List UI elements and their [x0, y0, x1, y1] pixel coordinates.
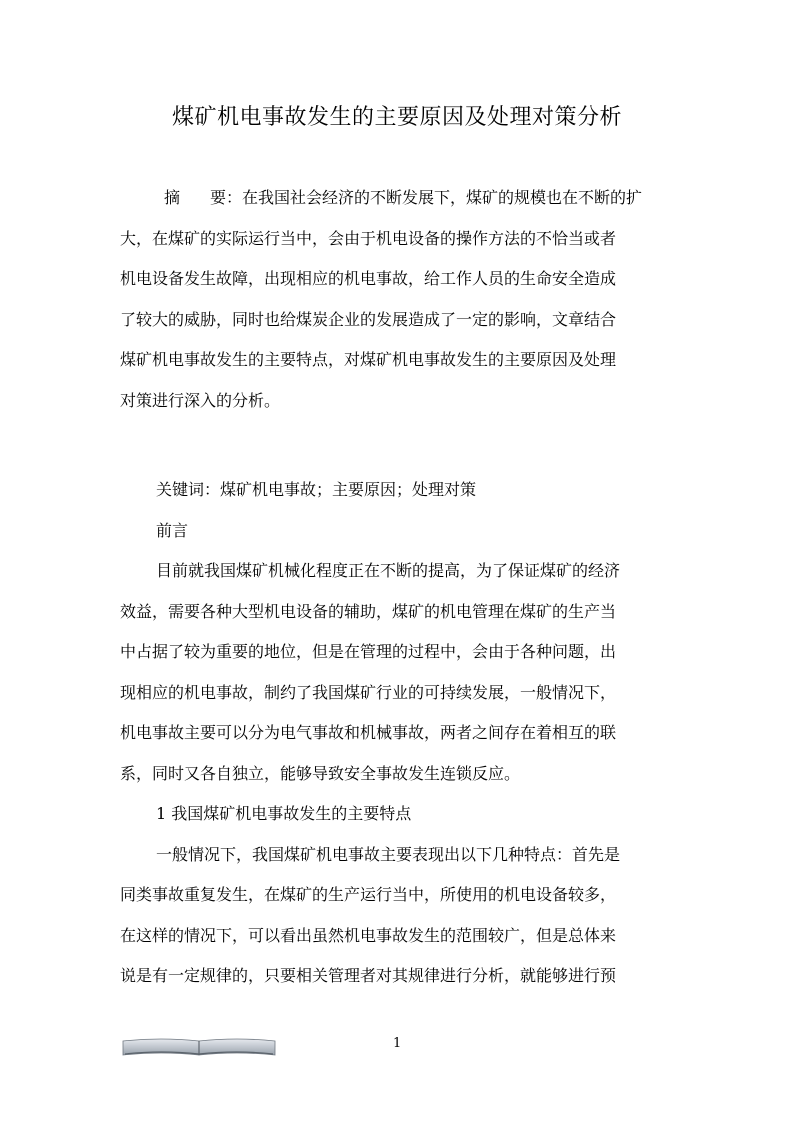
- abstract-label-right: 要：: [210, 188, 243, 207]
- abstract-line-2: 大，在煤矿的实际运行当中，会由于机电设备的操作方法的不恰当或者: [120, 228, 617, 248]
- preface-line-3: 中占据了较为重要的地位，但是在管理的过程中，会由于各种问题，出: [120, 642, 617, 661]
- book-decoration-icon: [121, 1035, 277, 1057]
- abstract-text: 在我国社会经济的不断发展下，煤矿的规模也在不断的扩: [242, 188, 643, 207]
- abstract-line-6: 对策进行深入的分析。: [120, 390, 281, 410]
- section1-line-3: 在这样的情况下，可以看出虽然机电事故发生的范围较广，但是总体来: [120, 925, 617, 945]
- document-title: 煤矿机电事故发生的主要原因及处理对策分析: [171, 105, 622, 130]
- preface-line-5: 机电事故主要可以分为电气事故和机械事故，两者之间存在着相互的联: [120, 723, 617, 742]
- preface-line-2: 效益，需要各种大型机电设备的辅助，煤矿的机电管理在煤矿的生产当: [120, 601, 617, 621]
- section1-line-1: 一般情况下，我国煤矿机电事故主要表现出以下几种特点：首先是: [156, 844, 621, 864]
- abstract-label: [120, 178, 242, 219]
- body-block: [120, 470, 660, 997]
- abstract-block: [120, 178, 660, 421]
- preface-line-4: 现相应的机电事故，制约了我国煤矿行业的可持续发展，一般情况下，: [120, 682, 617, 702]
- preface-line-1: 目前就我国煤矿机械化程度正在不断的提高，为了保证煤矿的经济: [156, 561, 621, 580]
- keywords: 关键词：煤矿机电事故；主要原因；处理对策: [156, 480, 477, 499]
- section1-line-4: 说是有一定规律的，只要相关管理者对其规律进行分析，就能够进行预: [120, 966, 617, 985]
- section1-heading: 1 我国煤矿机电事故发生的主要特点: [156, 804, 412, 823]
- abstract-label-left: 摘: [164, 188, 181, 207]
- section1-line-2: 同类事故重复发生，在煤矿的生产运行当中，所使用的机电设备较多，: [120, 885, 617, 904]
- preface-line-6: 系，同时又各自独立，能够导致安全事故发生连锁反应。: [120, 763, 521, 783]
- abstract-line-1: [120, 178, 660, 219]
- abstract-line-4: 了较大的威胁，同时也给煤炭企业的发展造成了一定的影响，文章结合: [120, 309, 617, 329]
- abstract-line-5: 煤矿机电事故发生的主要特点，对煤矿机电事故发生的主要原因及处理: [120, 350, 617, 369]
- page-number: 1: [393, 1036, 402, 1051]
- preface-heading: 前言: [156, 520, 189, 540]
- abstract-line-3: 机电设备发生故障，出现相应的机电事故，给工作人员的生命安全造成: [120, 269, 617, 288]
